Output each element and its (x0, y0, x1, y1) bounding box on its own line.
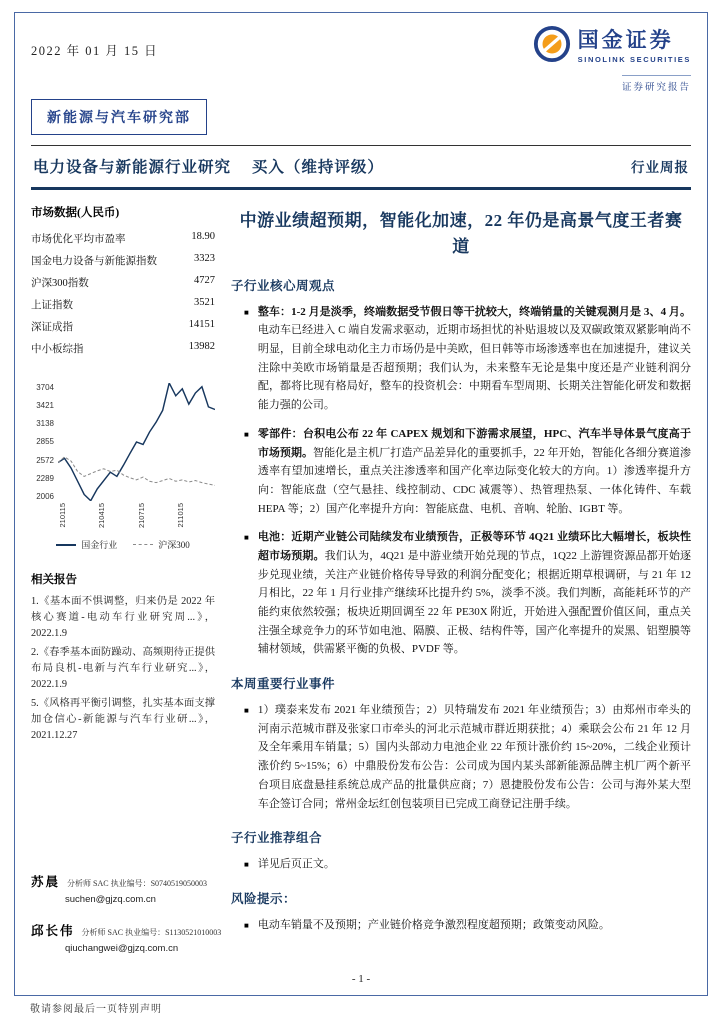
market-data-value: 13982 (188, 340, 215, 352)
footer-disclaimer: 敬请参阅最后一页特别声明 (30, 1004, 162, 1015)
y-tick: 2855 (36, 437, 54, 447)
x-tick: 210715 (136, 503, 146, 529)
department-box: 新能源与汽车研究部 (31, 99, 207, 135)
analyst-entry (31, 872, 215, 905)
analyst-email: qiuchangwei@gjzq.com.cn (65, 943, 179, 954)
bullet-lead: 电池：近期产业链公司陆续发布业绩预告，正极等环节 4Q21 业绩环比大幅增长，板块性超市场预期。 (257, 531, 691, 562)
chart-plot-area (58, 383, 215, 501)
top-header (31, 25, 691, 95)
analyst-entry (31, 921, 222, 954)
bullet-body: 详见后页正文。 (257, 858, 335, 871)
sinolink-logo-icon (533, 25, 571, 68)
x-tick: 210115 (58, 503, 67, 528)
x-tick: 211015 (175, 503, 185, 528)
market-data-value: 14151 (188, 318, 215, 330)
brand-name: 国金证券 (577, 28, 674, 53)
title-band (31, 145, 691, 190)
market-data-row (31, 227, 215, 249)
chart-legend (31, 538, 215, 551)
bullet-body: 电动车已经进入 C 端自发需求驱动，近期市场担忧的补贴退坡以及双碳政策双紧影响尚不明显，目前全球电动化主力市场仍是中美欧，但日韩等市场渗透率也在加速提升，建议关注除中美欧市场销量是否超预期；我们认为，未来整车无论是集中度还是产业链利润分配，都将比现有格局好，整车的投资机会：中期看车型周期、长期关注智能化研发和数据能力强的公司。 (257, 324, 691, 412)
report-tag: 证券研究报告 (622, 75, 691, 93)
bullet-square-icon: ■ (244, 429, 249, 439)
brand-name-en: SINOLINK SECURITIES (577, 54, 691, 64)
bullet-lead: 整车：1-2 月是淡季，终端数据受节假日等干扰较大，终端销量的关键观测月是 3、4 月。 (257, 305, 691, 318)
bullet-square-icon: ■ (244, 921, 249, 931)
bullet-body: 我们认为，4Q21 是中游业绩开始兑现的节点，1Q22 上游锂资源品都开始逐步兑现业绩，关注产业链价格传导导致的利润分配变化；根据近期草根调研，与 21 年 12 月相比，22 年 1 月行业排产继续环比提升约 5%，淡季不淡。我们判断，高能耗环节的产能约束依然较强；板块近期回调至 22 年 PE30X 附近，开始进入强配置价值区间，重点关注强全球竞争力的环节如电池、隔膜、正极、结构件等，国产化率提升的炭黑、铝塑膜等辅材领域，供需紧平衡的负极、PVDF 等。 (257, 549, 692, 656)
bullet-parts (231, 425, 691, 518)
chart-y-axis (31, 383, 58, 501)
bullet-square-icon: ■ (244, 307, 249, 317)
market-data-row (31, 315, 215, 337)
sidebar-column (31, 204, 222, 994)
market-data-label: 市场优化平均市盈率 (31, 233, 126, 245)
section-heading-events: 本周重要行业事件 (231, 677, 336, 692)
y-tick: 3704 (36, 383, 54, 392)
section-heading-views: 子行业核心周观点 (231, 278, 336, 293)
y-tick: 2006 (36, 491, 54, 501)
market-data-label: 深证成指 (31, 321, 73, 333)
index-chart (31, 383, 215, 551)
page-frame (14, 12, 708, 996)
market-data-label: 沪深300指数 (31, 277, 89, 289)
related-reports-title: 相关报告 (31, 574, 77, 586)
industry-title: 电力设备与新能源行业研究 (33, 159, 232, 176)
y-tick: 3138 (36, 419, 54, 429)
legend-line-industry-icon (56, 544, 76, 546)
market-data-row (31, 337, 215, 359)
bullet-body: 智能化是主机厂打造产品差异化的重要抓手，22 年开始，智能化各细分赛道渗透率有望加速增长，重点关注渗透率和国产化率边际变化较大的方向。1）渗透率提升方向：智能底盘（空气悬挂、线控制动、CDC 减震等）、热管理热泵、一体化铸件、车载 HEPA 等；2）国产化率提升方向：智能底盘、电机、音响、轮胎、IGBT 等。 (257, 446, 691, 515)
market-data-value: 3323 (194, 252, 215, 264)
market-data-title: 市场数据(人民币) (31, 207, 120, 219)
y-tick: 2289 (36, 473, 54, 483)
bullet-lead: 零部件：台积电公布 22 年 CAPEX 规划和下游需求展望，HPC、汽车半导体景气度高于市场预期。 (257, 427, 691, 459)
market-data-row (31, 293, 215, 315)
market-data-label: 中小板综指 (31, 343, 84, 355)
section-heading-risks: 风险提示： (231, 892, 297, 907)
related-report-item: 2.《春季基本面防躁动、高频期待正提供布局良机-电新与汽车行业研究...》，2022.1.9 (31, 646, 215, 690)
legend-line-csi300-icon (133, 544, 153, 545)
bullet-vehicles (231, 303, 691, 415)
y-tick: 2572 (36, 455, 54, 465)
page-title: 中游业绩超预期，智能化加速，22 年仍是高景气度王者赛道 (239, 211, 683, 257)
report-type: 行业周报 (631, 160, 689, 175)
analyst-name: 苏晨 (31, 875, 61, 889)
bullet-square-icon: ■ (244, 860, 249, 870)
market-data-label: 国金电力设备与新能源指数 (31, 255, 157, 267)
bullet-body: 电动车销量不及预期；产业链价格竞争激烈程度超预期；政策变动风险。 (257, 919, 610, 932)
market-data-value: 3521 (194, 296, 215, 308)
bullet-portfolio (231, 855, 691, 874)
legend-label-industry: 国金行业 (81, 540, 118, 550)
bullet-events (231, 701, 691, 813)
related-report-item: 5.《风格再平衡引调整，扎实基本面支撑加仓信心-新能源与汽车行业研...》，2021.12.27 (31, 697, 215, 741)
related-report-item: 1.《基本面不惧调整，归来仍是 2022 年核心赛道-电动车行业研究周...》，2022.1.9 (31, 596, 215, 639)
market-data-label: 上证指数 (31, 299, 73, 311)
chart-x-axis (58, 501, 215, 535)
analyst-email: suchen@gjzq.com.cn (65, 894, 156, 905)
y-tick: 3421 (36, 401, 54, 411)
bullet-square-icon: ■ (244, 706, 249, 716)
x-tick: 210415 (97, 503, 107, 529)
bullet-battery (231, 528, 691, 659)
analysts-block (31, 872, 222, 970)
main-column (215, 204, 691, 994)
legend-label-csi300: 沪深300 (158, 540, 190, 550)
market-data-row (31, 249, 215, 271)
bullet-square-icon: ■ (244, 533, 249, 543)
market-data-value: 18.90 (191, 230, 215, 242)
section-heading-portfolio: 子行业推荐组合 (231, 831, 323, 846)
page-number: - 1 - (351, 973, 371, 985)
market-data-value: 4727 (194, 274, 215, 286)
analyst-cert: 分析师 SAC 执业编号：S0740519050003 (67, 879, 208, 888)
report-date: 2022 年 01 月 15 日 (31, 44, 159, 58)
analyst-name: 邱长伟 (31, 924, 75, 938)
analyst-cert: 分析师 SAC 执业编号：S1130521010003 (81, 928, 222, 937)
market-data-row (31, 271, 215, 293)
rating-label: 买入（维持评级） (251, 159, 384, 176)
brand-block (533, 25, 691, 95)
bullet-body: 1）璞泰来发布 2021 年业绩预告；2）贝特瑞发布 2021 年业绩预告；3）由郑州市牵头的河南示范城市群及张家口市牵头的河北示范城市群近期获批；4）乘联会公布 21 年 12 月及全年乘用车销量；5）国内头部动力电池企业 22 年预计涨价约 15~20%，二线企业预计涨价约 5~15%；6）中鼎股份发布公告：公司成为国内某头部新能源品牌主机厂两个新平台项目底盘悬挂系统总成产品的批量供应商；7）恩捷股份发布公告：公司与海外某大型车企签订合同；常州金坛红创包装项目已完成工商登记注册手续。 (257, 704, 691, 810)
bullet-risks (231, 916, 691, 935)
